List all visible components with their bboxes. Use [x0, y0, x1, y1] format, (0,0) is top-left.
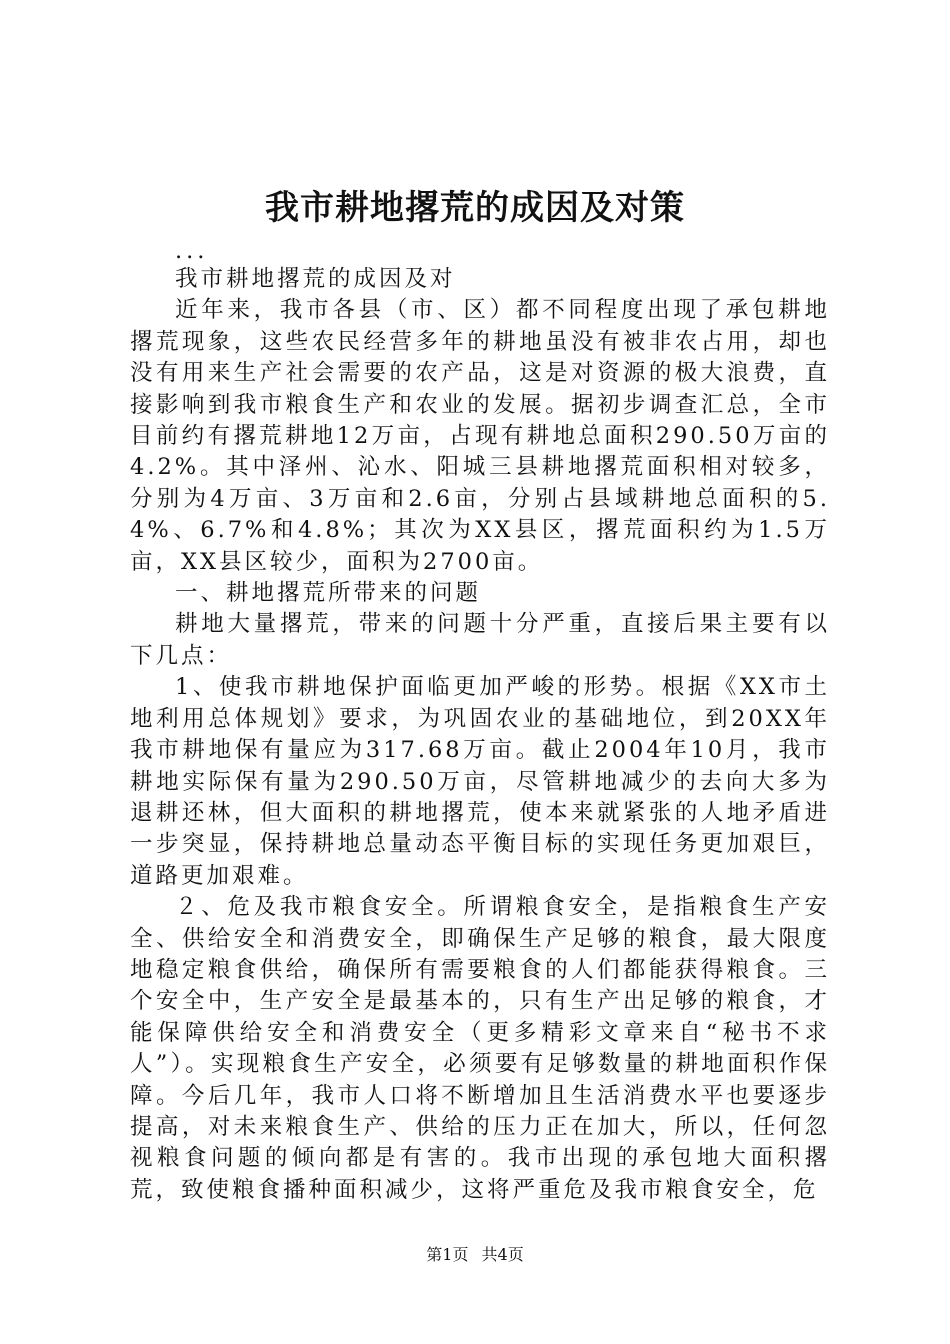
page-footer	[0, 1244, 950, 1266]
section-heading-problems: 一、耕地撂荒所带来的问题	[175, 580, 482, 607]
paragraph-subtitle: 我市耕地撂荒的成因及对	[175, 266, 456, 292]
paragraph-consequences: 耕地大量撂荒，带来的问题十分严重，直接后果主要有以下几点：	[130, 611, 830, 669]
paragraph-point-2: ２、危及我市粮食安全。所谓粮食安全，是指粮食生产安全、供给安全和消费安全，即确保生产足够的粮食，最大限度地稳定粮食供给，确保所有需要粮食的人们都能获得粮食。三个安全中，生产安全是最基本的，只有生产出足够的粮食，才能保障供给安全和消费安全（更多精彩文章来自“秘书不求人”）。实现粮食生产安全，必须要有足够数量的耕地面积作保障。今后几年，我市人口将不断增加且生活消费水平也要逐步提高，对未来粮食生产、供给的压力正在加大，所以，任何忽视粮食问题的倾向都是有害的。我市出现的承包地大面积撂荒，致使粮食播种面积减少，这将严重危及我市粮食安全，危	[130, 894, 830, 1203]
document-body	[130, 238, 830, 1206]
ellipsis-marker: ...	[175, 238, 209, 264]
paragraph-intro: 近年来，我市各县（市、区）都不同程度出现了承包耕地撂荒现象，这些农民经营多年的耕地虽没有被非农占用，却也没有用来生产社会需要的农产品，这是对资源的极大浪费，直接影响到我市粮食生产和农业的发展。据初步调查汇总，全市目前约有撂荒耕地12万亩，占现有耕地总面积290.50万亩的4.2%。其中泽州、沁水、阳城三县耕地撂荒面积相对较多，分别为4万亩、3万亩和2.6亩，分别占县域耕地总面积的5.4%、6.7%和4.8%；其次为XX县区，撂荒面积约为1.5万亩，XX县区较少，面积为2700亩。	[130, 297, 830, 575]
paragraph-point-1: 1、使我市耕地保护面临更加严峻的形势。根据《XX市土地利用总体规划》要求，为巩固农业的基础地位，到20XX年我市耕地保有量应为317.68万亩。截止2004年10月，我市耕地实际保有量为290.50万亩，尽管耕地减少的去向大多为退耕还林，但大面积的耕地撂荒，使本来就紧张的人地矛盾进一步突显，保持耕地总量动态平衡目标的实现任务更加艰巨，道路更加艰难。	[130, 674, 830, 889]
page-title: 我市耕地撂荒的成因及对策	[265, 188, 685, 228]
page-number: 第1页	[426, 1245, 469, 1264]
page-total: 共4页	[481, 1245, 524, 1264]
